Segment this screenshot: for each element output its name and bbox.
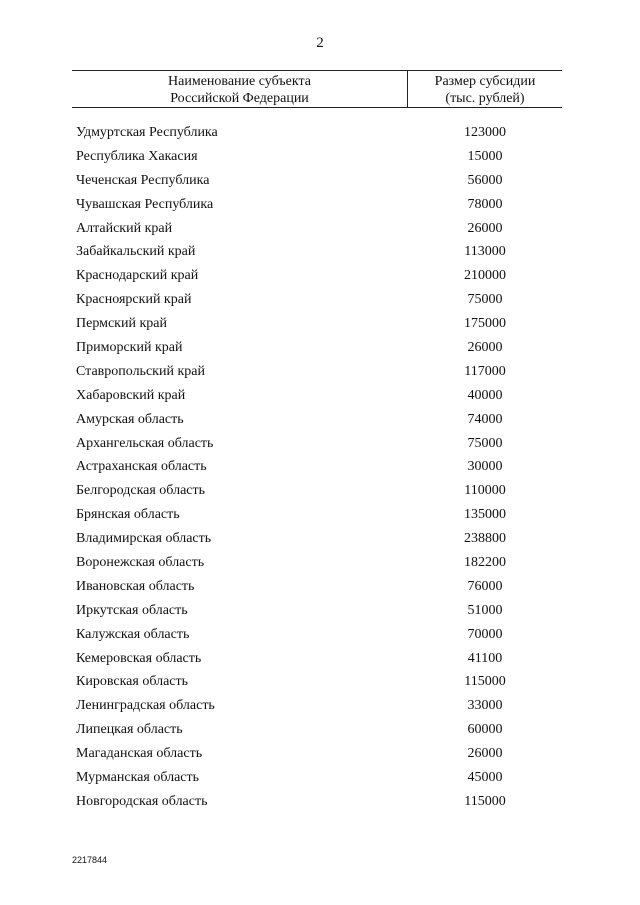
- table-row: [0, 408, 640, 432]
- subsidy-amount: 56000: [467, 172, 503, 188]
- subsidy-amount: 115000: [464, 674, 506, 690]
- subsidy-amount: 45000: [467, 770, 503, 786]
- table-row: [0, 527, 640, 551]
- header-subsidy-amount-line1: Размер субсидии: [434, 74, 536, 89]
- table-row: [0, 432, 640, 456]
- subject-name: Краснодарский край: [76, 268, 199, 284]
- subsidy-amount: 40000: [467, 387, 503, 403]
- subject-name: Ивановская область: [76, 578, 195, 594]
- subject-name: Воронежская область: [76, 555, 205, 571]
- subsidy-amount: 117000: [464, 363, 506, 379]
- subject-name: Калужская область: [76, 626, 190, 642]
- subject-name: Мурманская область: [76, 770, 200, 786]
- subsidy-amount: 60000: [467, 722, 503, 738]
- table-row: [0, 551, 640, 575]
- table-row: [0, 647, 640, 671]
- table-row: [0, 384, 640, 408]
- subject-name: Забайкальский край: [76, 244, 196, 260]
- subsidy-amount: 113000: [464, 244, 506, 260]
- subsidy-amount: 76000: [467, 578, 503, 594]
- page-number: 2: [316, 35, 324, 51]
- table-row: [0, 336, 640, 360]
- table-row: [0, 599, 640, 623]
- subject-name: Удмуртская Республика: [76, 125, 218, 140]
- subject-name: Кемеровская область: [76, 650, 202, 666]
- table-body: [0, 121, 640, 814]
- subsidy-amount: 175000: [464, 316, 506, 332]
- subsidy-amount: 33000: [467, 698, 503, 714]
- subject-name: Ставропольский край: [76, 363, 205, 379]
- header-subject-name-line1: Наименование субъекта: [168, 74, 311, 89]
- subject-name: Владимирская область: [76, 531, 212, 547]
- subject-name: Алтайский край: [76, 220, 173, 236]
- subject-name: Брянская область: [76, 507, 180, 523]
- table-row: [0, 670, 640, 694]
- subject-name: Магаданская область: [76, 746, 203, 762]
- subsidy-amount: 123000: [464, 125, 506, 140]
- table-row: [0, 790, 640, 814]
- subsidy-amount: 74000: [467, 411, 503, 427]
- table-header: [72, 70, 562, 108]
- subsidy-amount: 30000: [467, 459, 503, 475]
- table-row: [0, 121, 640, 145]
- table-row: [0, 503, 640, 527]
- subsidy-amount: 210000: [464, 268, 506, 284]
- table-row: [0, 312, 640, 336]
- table-row: [0, 694, 640, 718]
- subject-name: Кировская область: [76, 674, 189, 690]
- table-row: [0, 360, 640, 384]
- subject-name: Чувашская Республика: [76, 196, 214, 212]
- table-row: [0, 742, 640, 766]
- subsidy-amount: 75000: [467, 292, 503, 308]
- subject-name: Чеченская Республика: [76, 172, 210, 188]
- subject-name: Красноярский край: [76, 292, 192, 308]
- subsidy-amount: 75000: [467, 435, 503, 451]
- subject-name: Ленинградская область: [76, 698, 215, 714]
- table-row: [0, 575, 640, 599]
- subject-name: Амурская область: [76, 411, 184, 427]
- table-row: [0, 479, 640, 503]
- subsidy-amount: 238800: [464, 531, 506, 547]
- table-row: [0, 145, 640, 169]
- table-row: [0, 240, 640, 264]
- header-subject-name-line2: Российской Федерации: [170, 91, 309, 106]
- table-row: [0, 193, 640, 217]
- subsidy-amount: 110000: [464, 483, 506, 499]
- table-row: [0, 264, 640, 288]
- table-row: [0, 288, 640, 312]
- subsidy-amount: 51000: [467, 602, 503, 618]
- table-row: [0, 217, 640, 241]
- subsidy-amount: 26000: [467, 340, 503, 356]
- subject-name: Архангельская область: [76, 435, 214, 451]
- table-row: [0, 455, 640, 479]
- subsidy-amount: 135000: [464, 507, 506, 523]
- table-row: [0, 169, 640, 193]
- subject-name: Новгородская область: [76, 793, 208, 809]
- subject-name: Республика Хакасия: [76, 148, 198, 164]
- header-subject-name: [72, 73, 407, 107]
- subsidy-amount: 26000: [467, 746, 503, 762]
- subject-name: Белгородская область: [76, 483, 206, 499]
- subsidy-amount: 70000: [467, 626, 503, 642]
- subject-name: Астраханская область: [76, 459, 207, 475]
- subsidy-amount: 115000: [464, 793, 506, 809]
- subsidy-amount: 182200: [464, 555, 506, 571]
- subsidy-amount: 15000: [467, 148, 503, 164]
- table-row: [0, 718, 640, 742]
- subject-name: Приморский край: [76, 340, 183, 356]
- subject-name: Липецкая область: [76, 722, 183, 738]
- subsidy-amount: 26000: [467, 220, 503, 236]
- subject-name: Иркутская область: [76, 602, 188, 618]
- table-row: [0, 623, 640, 647]
- document-code: 2217844: [72, 855, 108, 865]
- subject-name: Пермский край: [76, 316, 167, 332]
- table-row: [0, 766, 640, 790]
- subject-name: Хабаровский край: [76, 387, 186, 403]
- header-subsidy-amount: [408, 73, 562, 107]
- subsidy-amount: 41100: [467, 650, 503, 666]
- header-subsidy-amount-line2: (тыс. рублей): [445, 91, 525, 106]
- subsidy-amount: 78000: [467, 196, 503, 212]
